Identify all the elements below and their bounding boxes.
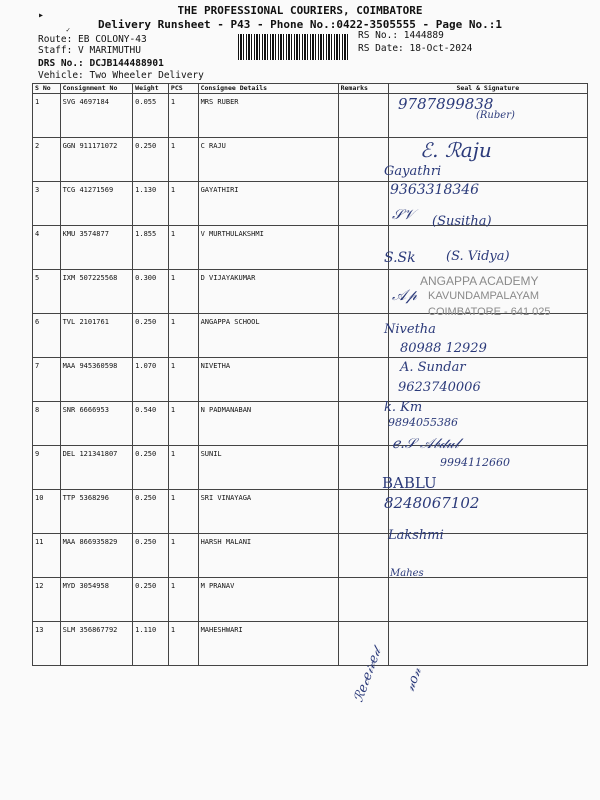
signature-3-name: Gayathri [384, 164, 442, 179]
cell-pcs: 1 [168, 182, 198, 226]
cell-sno: 3 [33, 182, 61, 226]
rs-number: RS No.: 1444889 [358, 30, 444, 41]
cell-remarks [338, 490, 388, 534]
corner-mark-icon: ✓ [66, 26, 71, 34]
cell-consignment: MAA 866935829 [60, 534, 133, 578]
signature-8-name: A. Sundar [400, 360, 466, 375]
cell-consignee: C RAJU [198, 138, 338, 182]
signature-7-phone: 80988 12929 [400, 341, 487, 356]
signature-5-mark: S.Sk [384, 250, 416, 266]
cell-consignee: HARSH MALANI [198, 534, 338, 578]
stamp-line1: ANGAPPA ACADEMY [420, 274, 539, 288]
cell-consignee: V MURTHULAKSHMI [198, 226, 338, 270]
signature-11-phone: 8248067102 [384, 494, 480, 512]
col-consignee: Consignee Details [198, 84, 338, 94]
cell-pcs: 1 [168, 578, 198, 622]
cell-sno: 10 [33, 490, 61, 534]
cell-weight: 1.110 [133, 622, 169, 666]
cell-pcs: 1 [168, 402, 198, 446]
table-row [33, 578, 588, 622]
cell-weight: 0.250 [133, 578, 169, 622]
col-sno: S No [33, 84, 61, 94]
cell-sno: 8 [33, 402, 61, 446]
cell-sno: 9 [33, 446, 61, 490]
company-title: THE PROFESSIONAL COURIERS, COIMBATORE [177, 4, 423, 17]
cell-consignment: DEL 121341807 [60, 446, 133, 490]
cell-weight: 0.300 [133, 270, 169, 314]
cell-consignee: SRI VINAYAGA [198, 490, 338, 534]
cell-consignment: TTP 5368296 [60, 490, 133, 534]
cell-remarks [338, 270, 388, 314]
table-row [33, 358, 588, 402]
cell-sno: 1 [33, 94, 61, 138]
cell-remarks [338, 226, 388, 270]
cell-pcs: 1 [168, 226, 198, 270]
table-row [33, 534, 588, 578]
cell-consignment: TVL 2101761 [60, 314, 133, 358]
signature-9-mark: k. Km [384, 400, 423, 415]
cell-remarks [338, 182, 388, 226]
cell-consignee: SUNIL [198, 446, 338, 490]
cell-consignment: SNR 6666953 [60, 402, 133, 446]
cell-remarks [338, 94, 388, 138]
signature-4: (Susitha) [432, 214, 492, 229]
col-consignment: Consignment No [60, 84, 133, 94]
signature-8-phone: 9623740006 [398, 380, 481, 395]
cell-consignment: MAA 945360598 [60, 358, 133, 402]
signature-7-name: Nivetha [384, 322, 436, 337]
cell-sno: 5 [33, 270, 61, 314]
rs-date: RS Date: 18-Oct-2024 [358, 43, 473, 54]
signature-1-note: (Ruber) [476, 110, 515, 121]
stamp-line3: COIMBATORE - 641 025 [428, 306, 551, 318]
cell-remarks [338, 578, 388, 622]
runsheet-table [32, 83, 588, 666]
cell-weight: 0.250 [133, 534, 169, 578]
col-weight: Weight [133, 84, 169, 94]
cell-consignee: NIVETHA [198, 358, 338, 402]
cell-remarks [338, 138, 388, 182]
cell-weight: 0.250 [133, 314, 169, 358]
cell-pcs: 1 [168, 490, 198, 534]
signature-3-phone: 9363318346 [390, 182, 480, 198]
cell-weight: 0.250 [133, 490, 169, 534]
cell-consignment: SVG 4697184 [60, 94, 133, 138]
table-row [33, 182, 588, 226]
barcode [238, 34, 350, 60]
cell-consignment: KMU 3574877 [60, 226, 133, 270]
cell-pcs: 1 [168, 314, 198, 358]
bottom-scribble-2: 𝓃𝑜𝓃 [402, 665, 426, 694]
col-pcs: PCS [168, 84, 198, 94]
cell-signature [388, 578, 587, 622]
cell-remarks [338, 534, 388, 578]
cell-consignee: MAHESHWARI [198, 622, 338, 666]
cell-consignment: SLM 356867792 [60, 622, 133, 666]
cell-sno: 13 [33, 622, 61, 666]
col-signature: Seal & Signature [388, 84, 587, 94]
table-row [33, 402, 588, 446]
cell-consignee: ANGAPPA SCHOOL [198, 314, 338, 358]
cell-remarks [338, 358, 388, 402]
cell-pcs: 1 [168, 270, 198, 314]
cell-weight: 0.250 [133, 138, 169, 182]
cell-remarks [338, 314, 388, 358]
cell-weight: 0.055 [133, 94, 169, 138]
cell-consignee: MRS RUBER [198, 94, 338, 138]
table-row [33, 138, 588, 182]
bottom-scribble: ℛ𝑒𝒸𝑒𝒾𝓋𝑒𝒹 [351, 646, 385, 705]
runsheet-subtitle: Delivery Runsheet - P43 - Phone No.:0422-3505555 - Page No.:1 [98, 18, 502, 31]
vehicle-label: Vehicle: Two Wheeler Delivery [38, 70, 204, 81]
signature-10: 9994112660 [440, 456, 510, 469]
route-label: Route: EB COLONY-43 [38, 34, 147, 45]
signature-4-mark: 𝒮𝒱 [392, 207, 415, 223]
signature-10-mark: ℯ.𝒮 𝒜𝒷𝒹𝓊𝓁 [392, 436, 459, 452]
cell-pcs: 1 [168, 358, 198, 402]
signature-12: Lakshmi [388, 528, 444, 543]
cell-consignee: M PRANAV [198, 578, 338, 622]
cell-remarks [338, 402, 388, 446]
cell-pcs: 1 [168, 622, 198, 666]
cell-sno: 7 [33, 358, 61, 402]
cell-weight: 1.130 [133, 182, 169, 226]
cell-consignment: GGN 911171072 [60, 138, 133, 182]
cell-sno: 12 [33, 578, 61, 622]
cell-weight: 0.250 [133, 446, 169, 490]
cell-sno: 4 [33, 226, 61, 270]
table-row [33, 622, 588, 666]
cell-consignment: TCG 41271569 [60, 182, 133, 226]
drs-label: DRS No.: DCJB144488901 [38, 58, 164, 69]
signature-6: 𝒜𝓅 [392, 286, 417, 304]
cell-sno: 2 [33, 138, 61, 182]
col-remarks: Remarks [338, 84, 388, 94]
cell-weight: 1.855 [133, 226, 169, 270]
cell-remarks [338, 446, 388, 490]
cell-consignee: N PADMANABAN [198, 402, 338, 446]
signature-9: 9894055386 [388, 416, 458, 429]
cell-pcs: 1 [168, 138, 198, 182]
staff-label: Staff: V MARIMUTHU [38, 45, 141, 56]
cell-sno: 11 [33, 534, 61, 578]
signature-5: (S. Vidya) [446, 249, 510, 264]
cell-pcs: 1 [168, 446, 198, 490]
cell-pcs: 1 [168, 94, 198, 138]
cell-consignee: D VIJAYAKUMAR [198, 270, 338, 314]
signature-13: Mahes [390, 568, 424, 579]
signature-1: 9787899838 [398, 95, 494, 113]
cell-pcs: 1 [168, 534, 198, 578]
cell-consignee: GAYATHIRI [198, 182, 338, 226]
cell-weight: 1.070 [133, 358, 169, 402]
cell-consignment: MYD 3054958 [60, 578, 133, 622]
cell-consignment: IXM 507225568 [60, 270, 133, 314]
cell-weight: 0.540 [133, 402, 169, 446]
table-row [33, 490, 588, 534]
corner-mark-icon: ▸ [38, 10, 45, 21]
cell-signature [388, 622, 587, 666]
table-row [33, 314, 588, 358]
signature-2: ℰ. ℛ𝑎𝑗𝑢 [420, 138, 492, 162]
signature-11-name: BABLU [382, 474, 437, 492]
stamp-line2: KAVUNDAMPALAYAM [428, 290, 540, 302]
cell-sno: 6 [33, 314, 61, 358]
